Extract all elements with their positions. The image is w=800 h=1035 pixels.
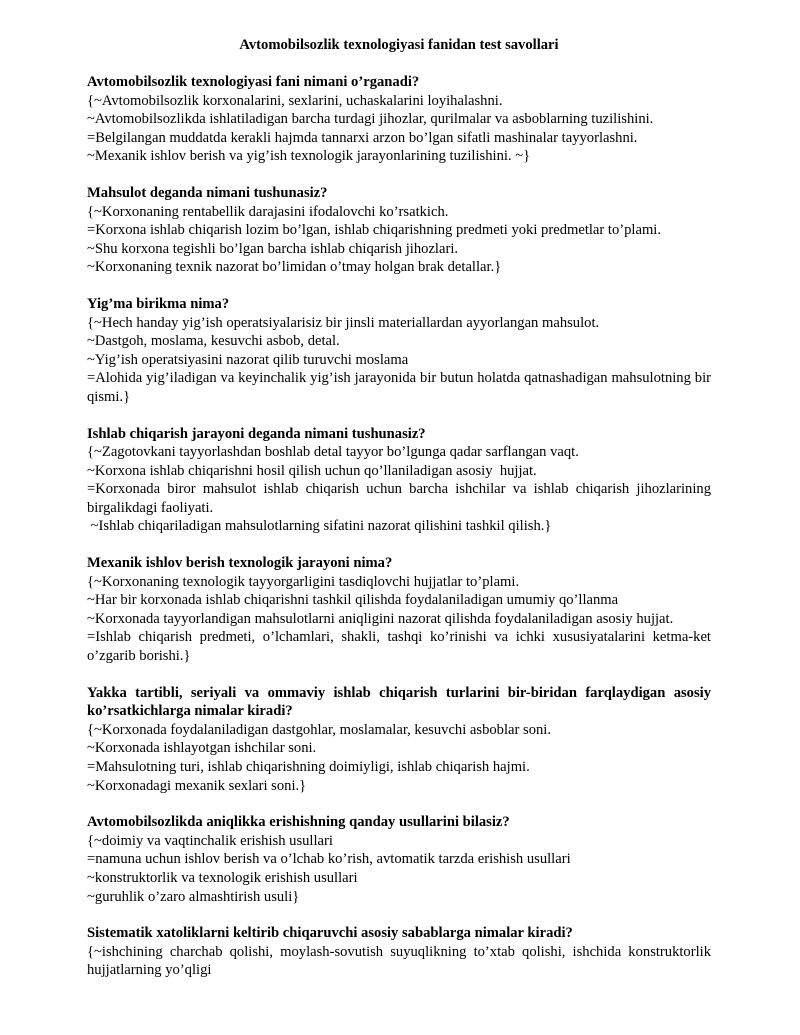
question-block <box>87 924 715 980</box>
question-text: Yig’ma birikma nima? <box>87 295 230 312</box>
answer-option: {~Korxonaning rentabellik darajasini ifodalovchi ko’rsatkich. <box>87 203 449 220</box>
answer-option: ~Ishlab chiqariladigan mahsulotlarning sifatini nazorat qilishini tashkil qilish.} <box>87 518 552 535</box>
question-text: Avtomobilsozlik texnologiyasi fani nimani o’rganadi? <box>87 74 420 90</box>
answer-option: ~Korxonaning texnik nazorat bo’limidan o’tmay holgan brak detallar.} <box>87 259 502 276</box>
question-block <box>87 184 711 277</box>
answer-option: ~Har bir korxonada ishlab chiqarishni tashkil qilishda foydalaniladigan umumiy qo’llanma <box>87 592 619 609</box>
answer-option: ~Avtomobilsozlikda ishlatiladigan barcha turdagi jihozlar, qurilmalar va asboblarning tuzilishini. <box>87 111 654 128</box>
answer-option: =namuna uchun ishlov berish va o’lchab ko’rish, avtomatik tarzda erishish usullari <box>87 851 571 868</box>
document-page <box>87 36 715 998</box>
question-text: Yakka tartibli, seriyali va ommaviy ishlab chiqarish turlarini bir-biridan farqlaydigan asosiy ko’rsatkichlarga nimalar kiradi? <box>87 684 711 720</box>
answer-option: {~Hech handay yig’ish operatsiyalarisiz bir jinsli materiallardan ayyorlangan mahsulot. <box>87 314 600 331</box>
answer-option: ~Yig’ish operatsiyasini nazorat qilib turuvchi moslama <box>87 351 409 368</box>
answer-option: ~Mexanik ishlov berish va yig’ish texnologik jarayonlarining tuzilishini. ~} <box>87 148 531 165</box>
answer-option: {~ishchining charchab qolishi, moylash-sovutish suyuqlikning to’xtab qolishi, ishchida konstruktorlik hujjatlarning yo’qligi <box>87 943 715 979</box>
question-block <box>87 684 711 796</box>
answer-option: =Alohida yig’iladigan va keyinchalik yig’ish jarayonida bir butun holatda qatnashadigan mahsulotning bir qismi.} <box>87 370 715 405</box>
answer-option: =Korxonada biror mahsulot ishlab chiqarish uchun barcha ishchilar va ishlab chiqarish jihozlarining birgalikdagi faoliyati. <box>87 481 715 516</box>
answer-option: =Ishlab chiqarish predmeti, o’lchamlari, shakli, tashqi ko’rinishi va ichki xususiyatalarini ketma-ket o’zgarib borishi.} <box>87 629 715 665</box>
answer-option: ~konstruktorlik va texnologik erishish usullari <box>87 869 358 886</box>
answer-option: ~Korxonada ishlayotgan ishchilar soni. <box>87 740 317 757</box>
question-text: Ishlab chiqarish jarayoni deganda nimani tushunasiz? <box>87 425 426 442</box>
answer-option: ~Korxonada tayyorlandigan mahsulotlarni aniqligini nazorat qilishda foydalaniladigan asosiy hujjat. <box>87 610 674 627</box>
answer-option: =Korxona ishlab chiqarish lozim bo’lgan, ishlab chiqarishning predmeti yoki predmetlar to’plami. <box>87 222 662 239</box>
question-block <box>87 554 715 666</box>
answer-option: ~Dastgoh, moslama, kesuvchi asbob, detal. <box>87 333 340 350</box>
answer-option: ~Korxona ishlab chiqarishni hosil qilish uchun qo’llaniladigan asosiy hujjat. <box>87 462 537 479</box>
answer-option: {~doimiy va vaqtinchalik erishish usullari <box>87 832 333 849</box>
answer-option: ~guruhlik o’zaro almashtirish usuli} <box>87 888 300 905</box>
question-text: Sistematik xatoliklarni keltirib chiqaruvchi asosiy sabablarga nimalar kiradi? <box>87 925 573 942</box>
answer-option: {~Korxonaning texnologik tayyorgarligini tasdiqlovchi hujjatlar to’plami. <box>87 573 520 590</box>
answer-option: =Belgilangan muddatda kerakli hajmda tannarxi arzon bo’lgan sifatli mashinalar tayyorlashni. <box>87 129 638 146</box>
document-title: Avtomobilsozlik texnologiyasi fanidan test savollari <box>239 37 559 53</box>
answer-option: {~Avtomobilsozlik korxonalarini, sexlarini, uchaskalarini loyihalashni. <box>87 92 503 109</box>
question-text: Avtomobilsozlikda aniqlikka erishishning qanday usullarini bilasiz? <box>87 814 510 831</box>
question-list <box>87 73 715 980</box>
answer-option: {~Korxonada foydalaniladigan dastgohlar, moslamalar, kesuvchi asboblar soni. <box>87 721 551 738</box>
question-block <box>87 813 711 906</box>
question-block <box>87 295 715 407</box>
answer-option: {~Zagotovkani tayyorlashdan boshlab detal tayyor bo’lgunga qadar sarflangan vaqt. <box>87 444 579 461</box>
answer-option: =Mahsulotning turi, ishlab chiqarishning doimiyligi, ishlab chiqarish hajmi. <box>87 759 530 775</box>
question-text: Mexanik ishlov berish texnologik jarayoni nima? <box>87 555 393 572</box>
question-block <box>87 73 711 166</box>
answer-option: ~Korxonadagi mexanik sexlari soni.} <box>87 777 307 794</box>
question-block <box>87 425 715 537</box>
question-text: Mahsulot deganda nimani tushunasiz? <box>87 184 328 201</box>
answer-option: ~Shu korxona tegishli bo’lgan barcha ishlab chiqarish jihozlari. <box>87 240 459 257</box>
